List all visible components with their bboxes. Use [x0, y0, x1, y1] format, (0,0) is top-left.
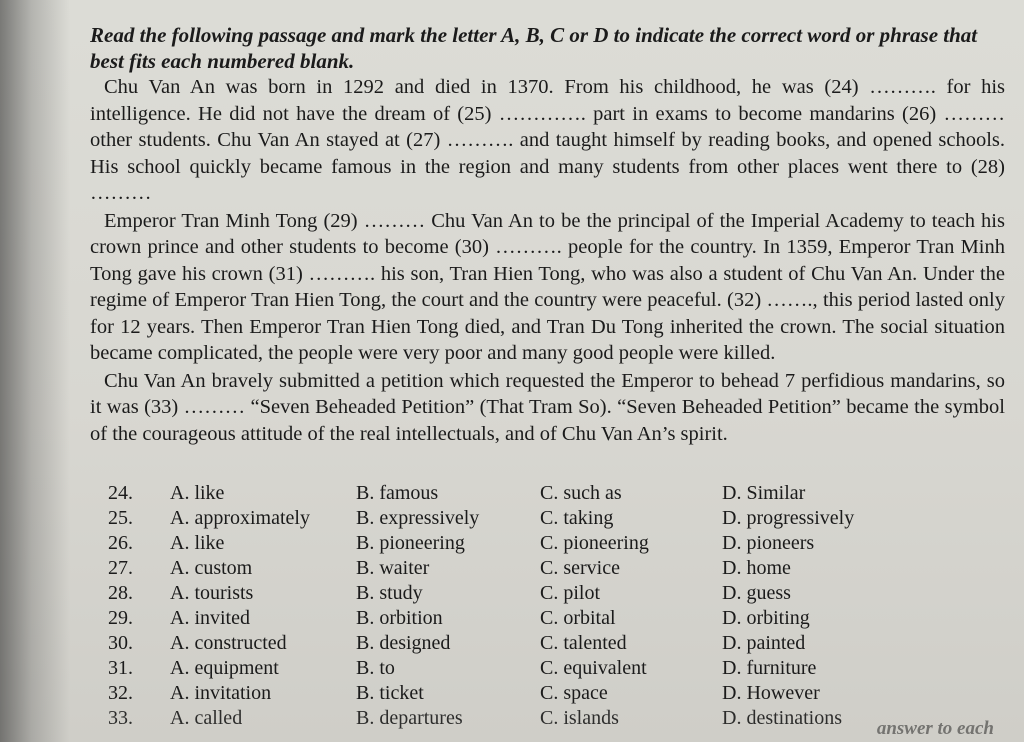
- option-d: D. orbiting: [722, 607, 810, 629]
- question-number: 26.: [108, 532, 133, 554]
- option-b: B. designed: [356, 632, 451, 654]
- question-row-26: [108, 532, 1008, 557]
- option-b: B. ticket: [356, 682, 424, 704]
- option-c: C. service: [540, 557, 620, 579]
- instruction-heading: Read the following passage and mark the letter A, B, C or D to indicate the correct word or phrase that best fits each numbered blank.: [90, 23, 978, 73]
- question-number: 27.: [108, 557, 133, 579]
- option-a: A. called: [170, 707, 243, 729]
- option-a: A. constructed: [170, 632, 287, 654]
- option-c: C. pioneering: [540, 532, 649, 554]
- option-d: D. home: [722, 557, 791, 579]
- question-number: 32.: [108, 682, 133, 704]
- option-b: B. departures: [356, 707, 463, 729]
- question-row-32: [108, 682, 1008, 707]
- question-row-33: [108, 707, 1008, 732]
- option-b: B. pioneering: [356, 532, 465, 554]
- option-b: B. to: [356, 657, 395, 679]
- question-number: 28.: [108, 582, 133, 604]
- page-edge-shadow: [0, 0, 70, 742]
- option-c: C. such as: [540, 482, 622, 504]
- option-c: C. taking: [540, 507, 614, 529]
- option-d: D. furniture: [722, 657, 817, 679]
- question-number: 31.: [108, 657, 133, 679]
- option-c: C. equivalent: [540, 657, 647, 679]
- option-b: B. orbition: [356, 607, 443, 629]
- option-d: D. guess: [722, 582, 791, 604]
- option-c: C. space: [540, 682, 608, 704]
- option-c: C. pilot: [540, 582, 601, 604]
- question-row-29: [108, 607, 1008, 632]
- question-row-24: [108, 482, 1008, 507]
- question-number: 29.: [108, 607, 133, 629]
- question-number: 24.: [108, 482, 133, 504]
- option-a: A. invited: [170, 607, 250, 629]
- option-c: C. orbital: [540, 607, 616, 629]
- option-a: A. approximately: [170, 507, 310, 529]
- question-number: 25.: [108, 507, 133, 529]
- question-number: 33.: [108, 707, 133, 729]
- option-d: D. painted: [722, 632, 806, 654]
- option-a: A. invitation: [170, 682, 272, 704]
- option-c: C. islands: [540, 707, 619, 729]
- option-c: C. talented: [540, 632, 627, 654]
- question-row-27: [108, 557, 1008, 582]
- question-row-28: [108, 582, 1008, 607]
- passage-paragraph-2: Emperor Tran Minh Tong (29) ……… Chu Van An to be the principal of the Imperial Academy to teach his crown prince and other students to become (30) ………. people for the country. In 1359, Emperor Tran Minh Tong gave his crown (31) ………. his son, Tran Hien Tong, who was also a student of Chu Van An. Under the regime of Emperor Tran Hien Tong, the court and the country were peaceful. (32) ……., this period lasted only for 12 years. Then Emperor Tran Hien Tong died, and Tran Du Tong inherited the crown. The social situation became complicated, the people were very poor and many good people were killed.: [90, 209, 1005, 364]
- option-b: B. famous: [356, 482, 439, 504]
- option-a: A. like: [170, 482, 225, 504]
- option-a: A. tourists: [170, 582, 254, 604]
- option-d: D. destinations: [722, 707, 842, 729]
- answer-options-table: [108, 482, 1008, 732]
- option-b: B. waiter: [356, 557, 430, 579]
- question-row-25: [108, 507, 1008, 532]
- question-row-31: [108, 657, 1008, 682]
- passage-paragraph-1: Chu Van An was born in 1292 and died in 1370. From his childhood, he was (24) ………. for his intelligence. He did not have the dream of (25) …………. part in exams to become mandarins (26) ……… other students. Chu Van An stayed at (27) ………. and taught himself by reading books, and opened schools. His school quickly became famous in the region and many students from other places went there to (28) ………: [90, 76, 1005, 204]
- option-d: D. However: [722, 682, 820, 704]
- passage-paragraph-3: Chu Van An bravely submitted a petition which requested the Emperor to behead 7 perfidious mandarins, so it was (33) ……… “Seven Beheaded Petition” (That Tram So). “Seven Beheaded Petition” became the symbol of the courageous attitude of the real intellectuals, and of Chu Van An’s spirit.: [90, 369, 1005, 445]
- option-d: D. Similar: [722, 482, 806, 504]
- question-number: 30.: [108, 632, 133, 654]
- cut-off-instruction-text: answer to each: [876, 718, 994, 739]
- option-d: D. pioneers: [722, 532, 815, 554]
- option-a: A. like: [170, 532, 225, 554]
- option-b: B. expressively: [356, 507, 480, 529]
- option-a: A. custom: [170, 557, 253, 579]
- option-d: D. progressively: [722, 507, 855, 529]
- option-a: A. equipment: [170, 657, 279, 679]
- question-row-30: [108, 632, 1008, 657]
- option-b: B. study: [356, 582, 423, 604]
- passage-block: [90, 22, 1005, 447]
